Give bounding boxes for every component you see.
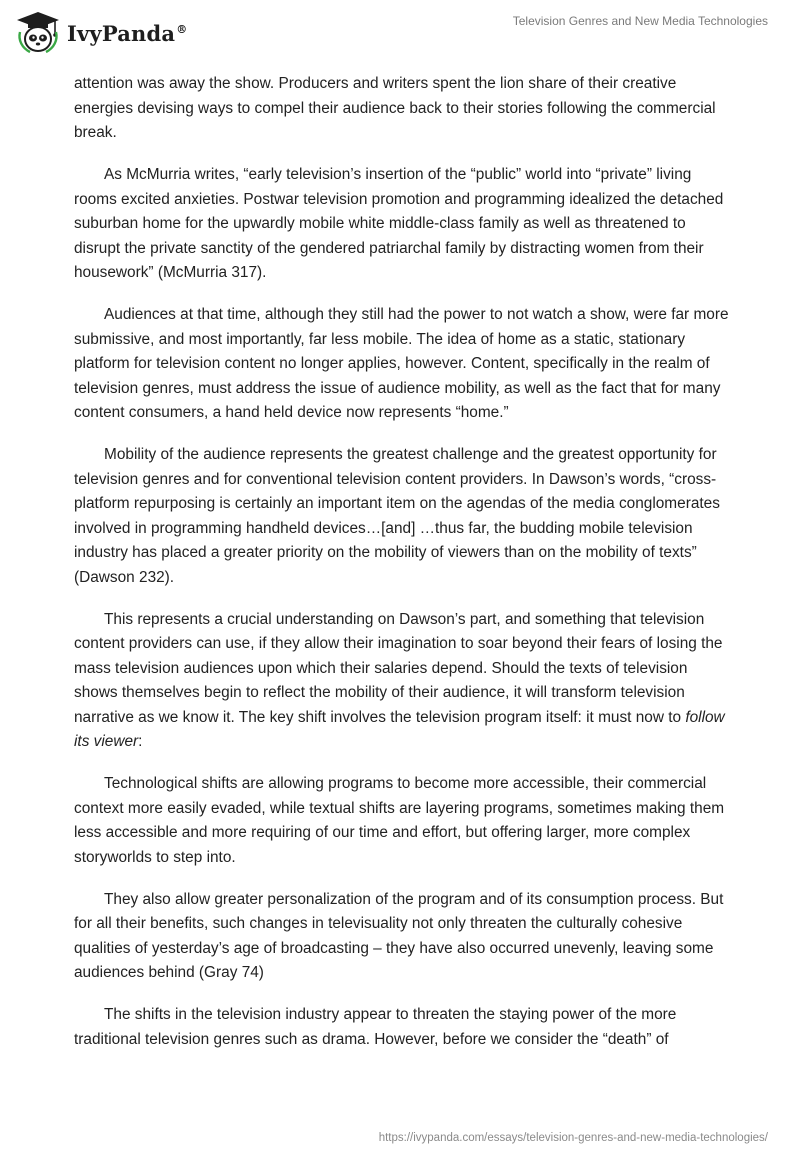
source-url-link[interactable]: https://ivypanda.com/essays/television-genres-and-new-media-technologies/ [378, 1132, 768, 1144]
paragraph-2: As McMurria writes, “early television’s insertion of the “public” world into “private” living rooms excited anxieties. Postwar television promotion and programming idealized the detached suburban home for the upwardly mobile white middle-class family as well as threatened to disrupt the private sanctity of the gendered patriarchal family by distracting women from their housework” (McMurria 317). [74, 166, 724, 281]
page-header [0, 0, 800, 70]
paragraph-3: Audiences at that time, although they still had the power to not watch a show, were far more submissive, and most importantly, far less mobile. The idea of home as a static, stationary platform for television content no longer applies, however. Content, specifically in the realm of television genres, must address the issue of audience mobility, as well as the fact that for many content consumers, a hand held device now represents “home.” [74, 306, 729, 421]
document-title: Television Genres and New Media Technologies [512, 14, 768, 28]
paragraph-5-end: : [138, 733, 143, 750]
essay-body [74, 72, 734, 1070]
paragraph-4: Mobility of the audience represents the greatest challenge and the greatest opportunity for television genres and for conventional television content providers. In Dawson’s words, “cross-platform repurposing is certainly an important item on the agendas of the media conglomerates involved in programming handheld devices…[and] …thus far, the budding mobile television industry has placed a greater priority on the mobility of viewers than on the mobility of texts” (Dawson 232). [74, 446, 720, 586]
logo-name: IvyPanda [67, 20, 176, 46]
paragraph-5 [74, 608, 734, 755]
quote-paragraph-2: They also allow greater personalization of the program and of its consumption process. But for all their benefits, such changes in televisuality not only threaten the culturally cohesive qualities of yesterday’s age of broadcasting – they have also occurred unevenly, leaving some audiences behind (Gray 74) [74, 890, 724, 981]
paragraph-1: attention was away the show. Producers and writers spent the lion share of their creative energies devising ways to compel their audience back to their stories following the commercial break. [74, 75, 716, 141]
paragraph-5-emphasis: follow its viewer [74, 708, 725, 750]
paragraph-8: The shifts in the television industry appear to threaten the staying power of the more traditional television genres such as drama. However, before we consider the “death” of [74, 1006, 677, 1048]
registered-mark: ® [176, 22, 188, 36]
ivypanda-logo[interactable] [15, 10, 187, 54]
panda-graduate-icon [15, 10, 61, 54]
paragraph-5-main: This represents a crucial understanding on Dawson’s part, and something that television content providers can use, if they allow their imagination to soar beyond their fears of losing the mass television audiences upon which their salaries depend. Should the texts of television shows themselves begin to reflect the mobility of their audience, it will transform television narrative as we know it. The key shift involves the television program itself: it must now to [74, 610, 723, 726]
logo-wordmark [67, 21, 187, 46]
quote-paragraph-1: Technological shifts are allowing programs to become more accessible, their commercial context more easily evaded, while textual shifts are layering programs, sometimes making them less accessible and more requiring of our time and effort, but offering larger, more complex storyworlds to step into. [74, 775, 725, 866]
